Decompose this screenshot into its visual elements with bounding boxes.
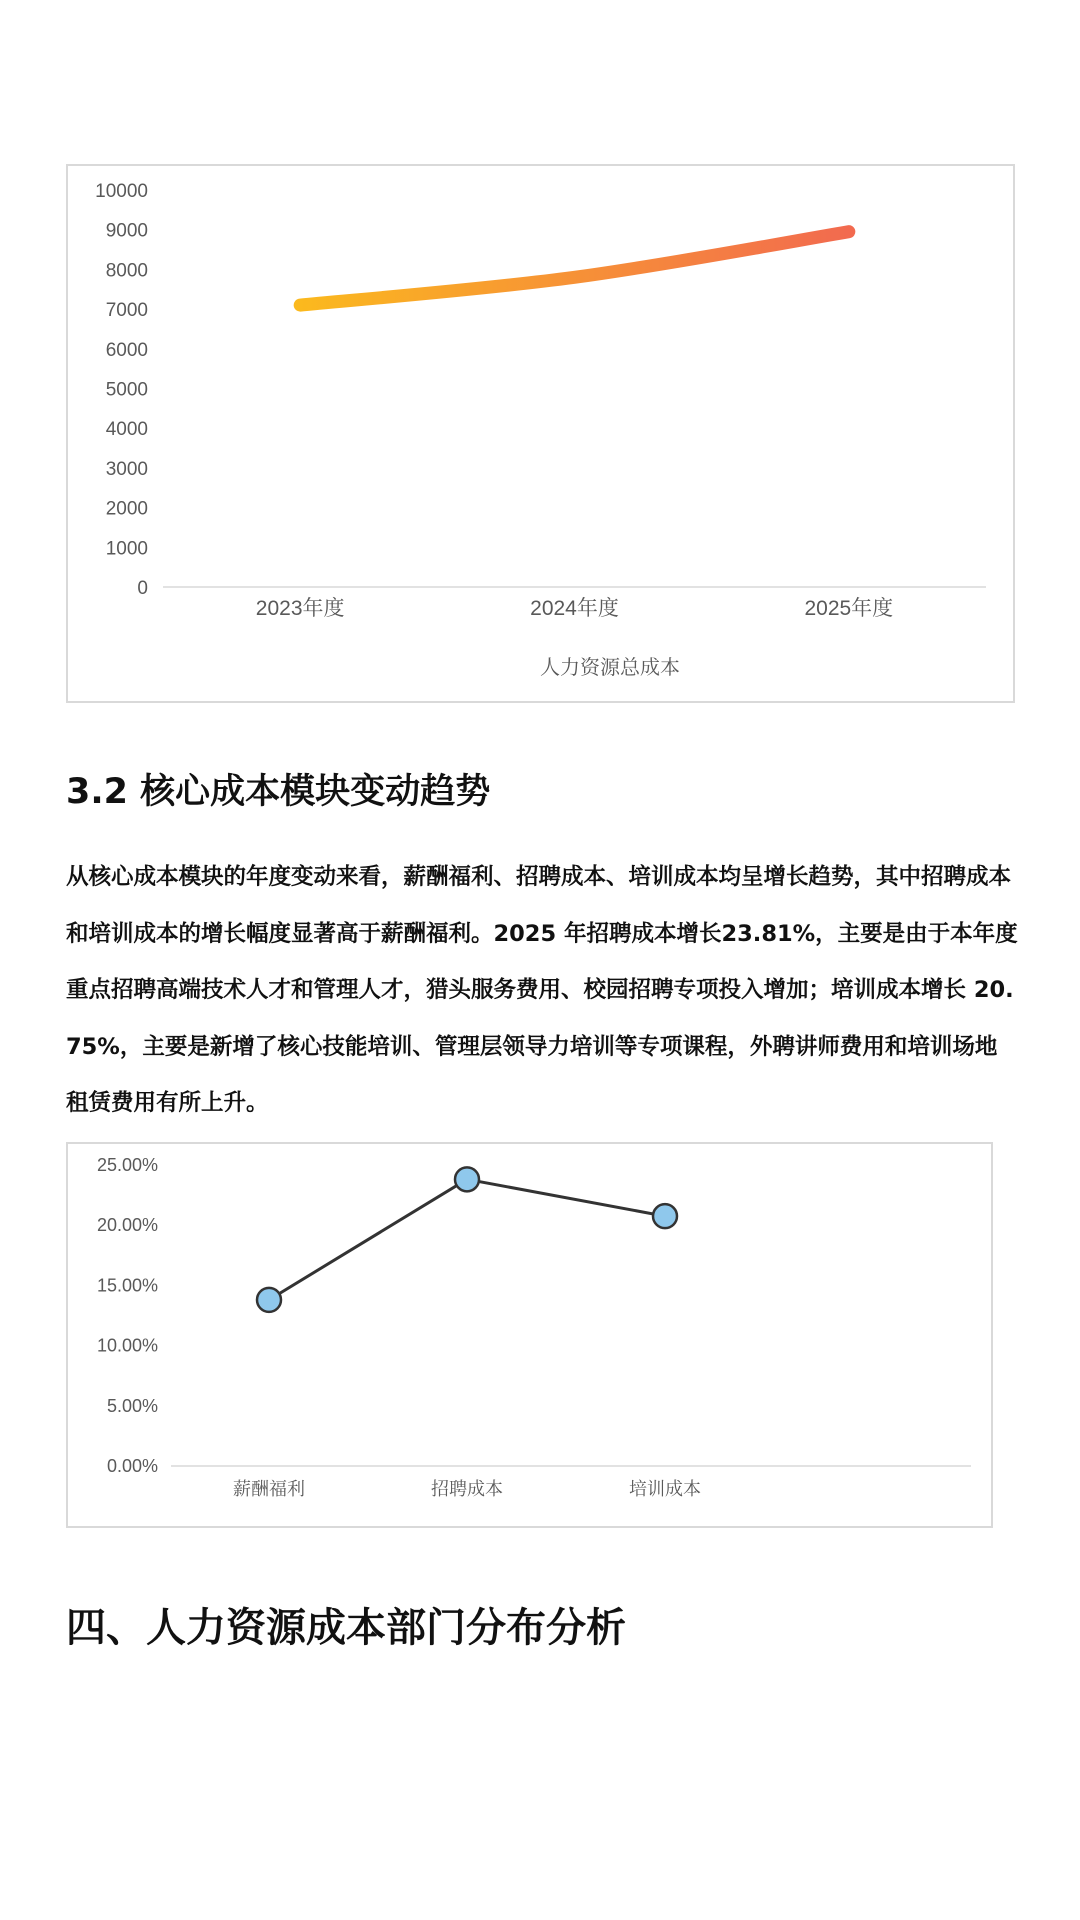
x-tick-label: 招聘成本 xyxy=(431,1479,503,1499)
y-tick-label: 0.00% xyxy=(106,1456,158,1476)
y-tick-label: 10.00% xyxy=(96,1335,158,1356)
total-cost-line-chart xyxy=(66,164,1015,703)
x-tick-label: 薪酬福利 xyxy=(233,1479,305,1499)
y-tick-label: 1000 xyxy=(105,538,148,560)
y-tick-label: 5.00% xyxy=(106,1395,158,1416)
x-tick-label: 2024年度 xyxy=(530,597,619,620)
data-point-marker xyxy=(257,1288,281,1312)
y-tick-label: 8000 xyxy=(105,260,148,282)
series-line-total-cost xyxy=(300,232,849,305)
y-tick-label: 2000 xyxy=(105,498,148,520)
y-tick-label: 5000 xyxy=(105,379,148,401)
y-tick-label: 7000 xyxy=(105,300,148,322)
data-point-marker xyxy=(653,1204,677,1228)
legend-label: 人力资源总成本 xyxy=(540,657,680,679)
growth-rate-chart-svg xyxy=(68,1144,991,1526)
section-3-2-paragraph: 从核心成本模块的年度变动来看，薪酬福利、招聘成本、培训成本均呈增长趋势，其中招聘成本和培训成本的增长幅度显著高于薪酬福利。2025 年招聘成本增长23.81%，主要是由于本年度重点招聘高端技术人才和管理人才，猎头服务费用、校园招聘专项投入增加；培训成本增长 20.75%，主要是新增了核心技能培训、管理层领导力培训等专项课程，外聘讲师费用和培训场地租赁费用有所上升。 xyxy=(66,864,1018,1116)
y-tick-label: 25.00% xyxy=(96,1155,158,1175)
growth-rate-line-chart xyxy=(66,1142,993,1528)
y-tick-label: 6000 xyxy=(105,339,148,361)
series-line-growth-rate xyxy=(269,1179,665,1300)
x-tick-label: 2025年度 xyxy=(804,597,894,620)
y-tick-label: 4000 xyxy=(105,419,148,441)
section-3-2-title: 3.2 核心成本模块变动趋势 xyxy=(66,772,491,812)
total-cost-chart-svg xyxy=(68,166,1013,701)
y-tick-label: 9000 xyxy=(105,220,148,242)
y-tick-label: 15.00% xyxy=(96,1275,158,1296)
y-tick-label: 0 xyxy=(137,578,148,599)
x-tick-label: 培训成本 xyxy=(629,1479,701,1499)
section-4-title: 四、人力资源成本部门分布分析 xyxy=(66,1605,626,1651)
y-tick-label: 10000 xyxy=(95,181,148,202)
y-tick-label: 3000 xyxy=(105,458,148,480)
data-point-marker xyxy=(455,1167,479,1191)
y-tick-label: 20.00% xyxy=(96,1215,158,1236)
x-tick-label: 2023年度 xyxy=(255,597,345,620)
